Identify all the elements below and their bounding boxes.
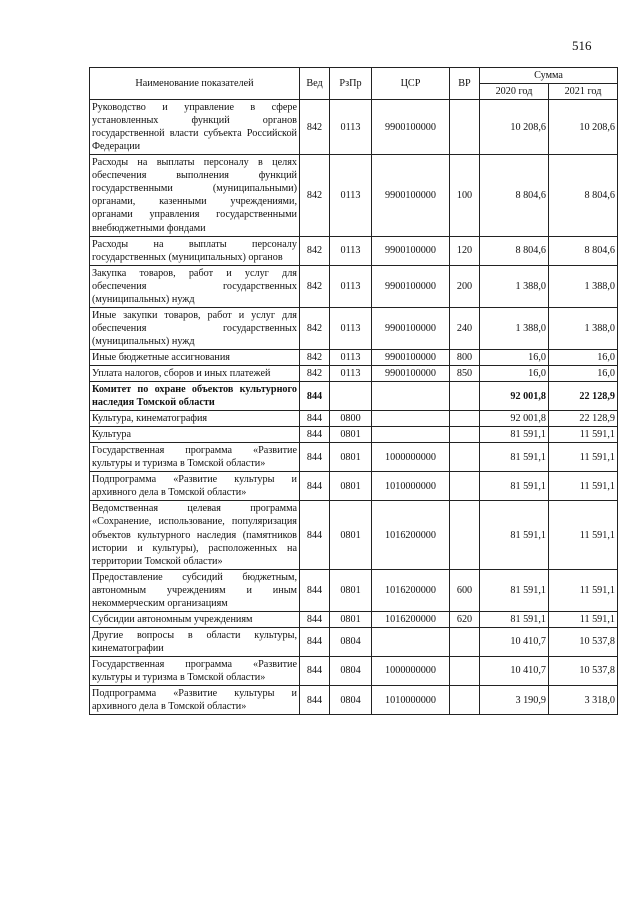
row-rzpr: 0800 <box>330 411 372 427</box>
table-row <box>90 686 618 715</box>
row-name: Комитет по охране объектов культурного наследия Томской области <box>90 382 300 411</box>
row-csr <box>372 411 450 427</box>
row-rzpr: 0801 <box>330 472 372 501</box>
row-ved: 844 <box>300 443 330 472</box>
table-row <box>90 382 618 411</box>
row-rzpr: 0113 <box>330 236 372 265</box>
table-row <box>90 443 618 472</box>
row-sum-2020: 3 190,9 <box>480 686 549 715</box>
row-rzpr: 0801 <box>330 501 372 569</box>
row-sum-2021: 11 591,1 <box>549 427 618 443</box>
row-sum-2021: 22 128,9 <box>549 382 618 411</box>
page-number: 516 <box>572 38 592 53</box>
row-vr: 240 <box>450 307 480 349</box>
row-ved: 842 <box>300 100 330 155</box>
row-rzpr: 0113 <box>330 155 372 236</box>
header-row <box>90 68 618 84</box>
row-vr <box>450 501 480 569</box>
row-rzpr: 0804 <box>330 627 372 656</box>
row-ved: 844 <box>300 382 330 411</box>
table-row <box>90 472 618 501</box>
row-sum-2020: 81 591,1 <box>480 501 549 569</box>
table-row <box>90 656 618 685</box>
row-ved: 844 <box>300 427 330 443</box>
row-csr: 1016200000 <box>372 611 450 627</box>
table-row <box>90 627 618 656</box>
row-name: Культура, кинематография <box>90 411 300 427</box>
row-ved: 842 <box>300 236 330 265</box>
row-sum-2021: 3 318,0 <box>549 686 618 715</box>
row-sum-2021: 16,0 <box>549 349 618 365</box>
row-ved: 844 <box>300 656 330 685</box>
row-csr: 1016200000 <box>372 569 450 611</box>
table-row <box>90 501 618 569</box>
row-name: Иные бюджетные ассигнования <box>90 349 300 365</box>
row-sum-2020: 8 804,6 <box>480 236 549 265</box>
row-vr <box>450 686 480 715</box>
row-sum-2020: 81 591,1 <box>480 472 549 501</box>
row-sum-2020: 10 410,7 <box>480 627 549 656</box>
row-ved: 844 <box>300 611 330 627</box>
table-row <box>90 100 618 155</box>
row-name: Расходы на выплаты персоналу в целях обеспечения выполнения функций государственными (муниципальными) органами, казенными учреждениями, органами управления государственными внебюджетными фондами <box>90 155 300 236</box>
row-vr <box>450 411 480 427</box>
row-sum-2021: 11 591,1 <box>549 472 618 501</box>
row-ved: 844 <box>300 501 330 569</box>
header-vr: ВР <box>450 68 480 100</box>
table-row <box>90 155 618 236</box>
row-vr <box>450 443 480 472</box>
row-sum-2021: 8 804,6 <box>549 155 618 236</box>
table-body <box>90 100 618 715</box>
header-csr: ЦСР <box>372 68 450 100</box>
row-ved: 842 <box>300 365 330 381</box>
row-rzpr: 0801 <box>330 611 372 627</box>
row-csr: 9900100000 <box>372 100 450 155</box>
row-sum-2021: 11 591,1 <box>549 501 618 569</box>
table-row <box>90 265 618 307</box>
row-name: Расходы на выплаты персоналу государственных (муниципальных) органов <box>90 236 300 265</box>
header-year-2021: 2021 год <box>549 84 618 100</box>
row-sum-2020: 81 591,1 <box>480 443 549 472</box>
row-ved: 844 <box>300 411 330 427</box>
row-sum-2021: 16,0 <box>549 365 618 381</box>
row-sum-2020: 1 388,0 <box>480 265 549 307</box>
row-sum-2020: 92 001,8 <box>480 382 549 411</box>
row-rzpr: 0113 <box>330 100 372 155</box>
table-row <box>90 365 618 381</box>
row-vr: 600 <box>450 569 480 611</box>
row-vr: 620 <box>450 611 480 627</box>
header-year-2020: 2020 год <box>480 84 549 100</box>
row-name: Подпрограмма «Развитие культуры и архивного дела в Томской области» <box>90 686 300 715</box>
table-row <box>90 569 618 611</box>
row-csr: 9900100000 <box>372 155 450 236</box>
row-csr <box>372 627 450 656</box>
row-vr <box>450 382 480 411</box>
row-name: Подпрограмма «Развитие культуры и архивного дела в Томской области» <box>90 472 300 501</box>
row-ved: 844 <box>300 472 330 501</box>
row-sum-2021: 10 537,8 <box>549 656 618 685</box>
row-name: Уплата налогов, сборов и иных платежей <box>90 365 300 381</box>
row-vr <box>450 427 480 443</box>
row-vr: 200 <box>450 265 480 307</box>
row-name: Государственная программа «Развитие культуры и туризма в Томской области» <box>90 656 300 685</box>
row-sum-2020: 16,0 <box>480 349 549 365</box>
row-sum-2021: 22 128,9 <box>549 411 618 427</box>
row-vr: 850 <box>450 365 480 381</box>
row-csr <box>372 382 450 411</box>
row-csr: 1000000000 <box>372 443 450 472</box>
row-rzpr: 0113 <box>330 365 372 381</box>
row-csr: 9900100000 <box>372 307 450 349</box>
table-row <box>90 349 618 365</box>
row-rzpr: 0113 <box>330 349 372 365</box>
row-csr: 9900100000 <box>372 365 450 381</box>
row-sum-2020: 1 388,0 <box>480 307 549 349</box>
row-csr: 9900100000 <box>372 265 450 307</box>
row-csr: 1010000000 <box>372 472 450 501</box>
row-sum-2021: 11 591,1 <box>549 443 618 472</box>
row-sum-2021: 11 591,1 <box>549 611 618 627</box>
row-name: Закупка товаров, работ и услуг для обеспечения государственных (муниципальных) нужд <box>90 265 300 307</box>
header-rzpr: РзПр <box>330 68 372 100</box>
row-ved: 844 <box>300 569 330 611</box>
row-ved: 844 <box>300 627 330 656</box>
row-csr: 1000000000 <box>372 656 450 685</box>
row-rzpr: 0113 <box>330 265 372 307</box>
budget-table <box>89 67 618 715</box>
row-sum-2021: 8 804,6 <box>549 236 618 265</box>
row-name: Руководство и управление в сфере установленных функций органов государственной власти субъекта Российской Федерации <box>90 100 300 155</box>
table-row <box>90 236 618 265</box>
row-name: Субсидии автономным учреждениям <box>90 611 300 627</box>
row-vr <box>450 100 480 155</box>
row-ved: 842 <box>300 265 330 307</box>
row-name: Государственная программа «Развитие культуры и туризма в Томской области» <box>90 443 300 472</box>
row-sum-2020: 81 591,1 <box>480 427 549 443</box>
row-sum-2020: 8 804,6 <box>480 155 549 236</box>
row-sum-2021: 11 591,1 <box>549 569 618 611</box>
header-sum: Сумма <box>480 68 618 84</box>
table-row <box>90 411 618 427</box>
row-vr: 120 <box>450 236 480 265</box>
row-rzpr: 0804 <box>330 656 372 685</box>
table-row <box>90 611 618 627</box>
row-sum-2021: 10 537,8 <box>549 627 618 656</box>
row-name: Другие вопросы в области культуры, кинематографии <box>90 627 300 656</box>
row-name: Иные закупки товаров, работ и услуг для обеспечения государственных (муниципальных) нужд <box>90 307 300 349</box>
row-name: Культура <box>90 427 300 443</box>
row-sum-2020: 81 591,1 <box>480 569 549 611</box>
row-ved: 842 <box>300 349 330 365</box>
row-rzpr: 0801 <box>330 569 372 611</box>
row-sum-2021: 1 388,0 <box>549 307 618 349</box>
row-csr: 9900100000 <box>372 236 450 265</box>
row-csr <box>372 427 450 443</box>
table-row <box>90 427 618 443</box>
row-ved: 844 <box>300 686 330 715</box>
row-sum-2020: 81 591,1 <box>480 611 549 627</box>
row-rzpr: 0804 <box>330 686 372 715</box>
row-vr <box>450 472 480 501</box>
row-vr <box>450 627 480 656</box>
row-csr: 9900100000 <box>372 349 450 365</box>
row-vr <box>450 656 480 685</box>
row-name: Ведомственная целевая программа «Сохранение, использование, популяризация объектов культурного наследия (памятников истории и культуры), расположенных на территории Томской области» <box>90 501 300 569</box>
table-row <box>90 307 618 349</box>
row-sum-2021: 1 388,0 <box>549 265 618 307</box>
row-name: Предоставление субсидий бюджетным, автономным учреждениям и иным некоммерческим организациям <box>90 569 300 611</box>
row-vr: 800 <box>450 349 480 365</box>
header-ved: Вед <box>300 68 330 100</box>
row-rzpr <box>330 382 372 411</box>
header-name: Наименование показателей <box>90 68 300 100</box>
row-sum-2020: 16,0 <box>480 365 549 381</box>
row-sum-2021: 10 208,6 <box>549 100 618 155</box>
row-sum-2020: 10 410,7 <box>480 656 549 685</box>
row-sum-2020: 92 001,8 <box>480 411 549 427</box>
row-csr: 1016200000 <box>372 501 450 569</box>
row-ved: 842 <box>300 307 330 349</box>
row-ved: 842 <box>300 155 330 236</box>
row-vr: 100 <box>450 155 480 236</box>
row-rzpr: 0801 <box>330 427 372 443</box>
row-sum-2020: 10 208,6 <box>480 100 549 155</box>
row-csr: 1010000000 <box>372 686 450 715</box>
row-rzpr: 0113 <box>330 307 372 349</box>
row-rzpr: 0801 <box>330 443 372 472</box>
